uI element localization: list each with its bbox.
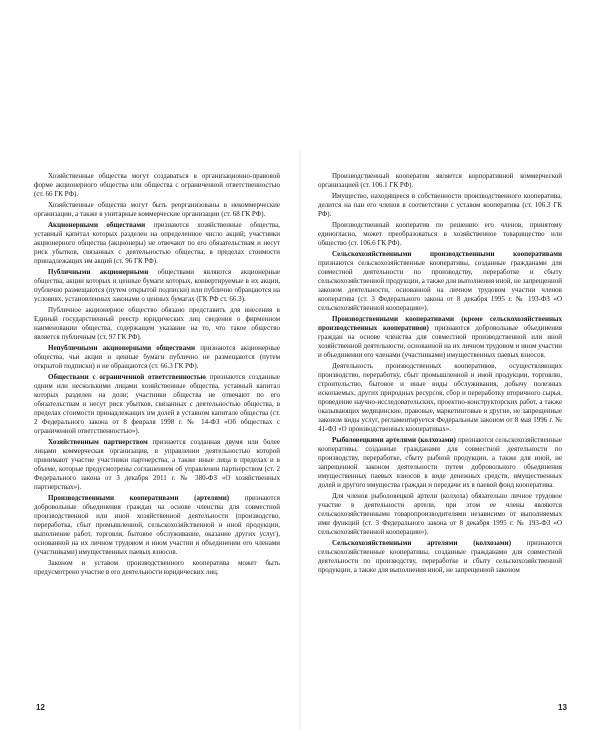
paragraph: Публичными акционерными обществами являются акционерные общества, акции которых и ценные бумаги которых, конвертируемые в их акции, публично размещаются (путем открытой подписки) или публично обращаются на условиях, установленных законами о ценных бумагах (ГК РФ ст. 66.3).: [34, 268, 280, 303]
paragraph: Хозяйственные общества могут быть реорганизованы в некоммерческие организации, а также в унитарные коммерческие организации (ст. 68 ГК РФ).: [34, 201, 280, 218]
paragraph: Акционерными обществами признаются хозяйственные общества, уставный капитал которых разделен на определенное число акций; участники акционерного общества (акционеры) не отвечают по его обязательствам и несут риск убытков, связанных с деятельностью общества, в пределах стоимости принадлежащих им акций (ст. 96 ГК РФ).: [34, 221, 280, 265]
paragraph: Хозяйственным партнерством признается созданная двумя или более лицами коммерческая организация, в управлении деятельностью которой принимают участие участники партнерства, а также иные лица в пределах и в объеме, которые предусмотрены соглашением об управлении партнерством (ст. 2 Федерального закона от 3 декабря 2011 г. № 380-ФЗ «О хозяйственных партнерствах»).: [34, 438, 280, 491]
book-gutter: [298, 150, 302, 730]
paragraph: Производственными кооперативами (артелями) признаются добровольные объединения граждан на основе членства для совместной производственной или иной хозяйственной деятельности (производство, переработка, сбыт промышленной, сельскохозяйственной и иной продукции, выполнение работ, торговля, бытовое обслуживание, оказание других услуг), основанной на их личном трудовом и ином участии и объединении его членами (участниками) имущественных паевых взносов.: [34, 494, 280, 556]
paragraph: Законом и уставом производственного кооператива может быть предусмотрено участие в его деятельности юридических лиц.: [34, 559, 280, 576]
paragraph: Рыболовецкими артелями (колхозами) признаются сельскохозяйственные кооперативы, созданные гражданами для совместной деятельности по производству, переработке, сбыту рыбной продукции, а также для иной, не запрещенной законом деятельности путем добровольного объединения имущественных паевых взносов в виде денежных средств, имущественных долей и другого имущества граждан и передачи их в паевой фонд кооператива.: [318, 436, 562, 489]
paragraph: Непубличными акционерными обществами признаются акционерные общества, чьи акции и ценные бумаги публично не размещаются (путем открытой подписки) и не обращаются (ст. 66.3 ГК РФ).: [34, 344, 280, 370]
paragraph: Обществами с ограниченной ответственностью признаются созданные одним или несколькими лицами хозяйственные общества, уставный капитал которых разделен на доли; участники общества не отвечают по его обязательствам и несут риск убытков, связанных с деятельностью общества, в пределах стоимости принадлежащих им долей в уставном капитале общества (ст. 2 Федерального закона от 8 февраля 1998 г. № 14-ФЗ «Об обществах с ограниченной ответственностью»).: [34, 373, 280, 435]
paragraph: Публичное акционерное общество обязано представить для внесения в Единый государственный реестр юридических лиц сведения о фирменном наименовании общества, содержащем указание на то, что такое общество является публичным (ст. 97 ГК РФ).: [34, 306, 280, 341]
paragraph: Сельскохозяйственными артелями (колхозами) признаются сельскохозяйственные кооперативы, созданные гражданами для совместной деятельности по производству, переработке и сбыту сельскохозяйственной продукции, а также для выполнения иной, не запрещенной законом: [318, 539, 562, 574]
left-page: [34, 172, 280, 579]
paragraph: Производственный кооператив является корпоративной коммерческой организацией (ст. 106.1 ГК РФ).: [318, 172, 562, 189]
paragraph: Производственными кооперативами (кроме сельскохозяйственных производственных кооперативов) признаются добровольные объединения граждан на основе членства для совместной производственной или иной хозяйственной деятельности, основанной на их личном трудовом и ином участии и объединении его членами (участниками) имущественных паевых взносов.: [318, 315, 562, 359]
page-number-right: 13: [558, 703, 567, 712]
paragraph: Хозяйственные общества могут создаваться в организационно-правовой форме акционерного общества или общества с ограниченной ответственностью (ст. 66 ГК РФ).: [34, 172, 280, 198]
paragraph: Производственный кооператив по решению его членов, принятому единогласно, может преобразоваться в хозяйственное товарищество или общество (ст. 106.6 ГК РФ).: [318, 221, 562, 247]
page-number-left: 12: [36, 703, 45, 712]
paragraph: Деятельность производственных кооперативов, осуществляющих производство, переработку, сбыт промышленной и иной продукции, торговлю, строительство, бытовое и иные виды обслуживания, добычу полезных ископаемых, других природных ресурсов, сбор и переработку вторичного сырья, проведение научно-исследовательских, проектно-конструкторских работ, а также оказывающих медицинские, правовые, маркетинговые и другие, не запрещенные законом виды услуг, регламентируется Федеральным законом от 8 мая 1996 г. № 41-ФЗ «О производственных кооперативах».: [318, 362, 562, 433]
right-page: [318, 172, 562, 577]
paragraph: Имущество, находящееся в собственности производственного кооператива, делится на паи его членов в соответствии с уставом кооператива (ст. 106.3 ГК РФ).: [318, 192, 562, 218]
paragraph: Для членов рыболовецкой артели (колхоза) обязательно личное трудовое участие в деятельности артели, при этом ее члены являются сельскохозяйственными товаропроизводителями независимо от выполняемых ими функций (ст. 3 Федерального закона от 8 декабря 1995 г. № 193-ФЗ «О сельскохозяйственной кооперации»).: [318, 492, 562, 536]
paragraph: Сельскохозяйственными производственными кооперативами признаются сельскохозяйственные кооперативы, созданные гражданами для совместной деятельности по производству, переработке и сбыту сельскохозяйственной продукции, а также для выполнения иной, не запрещенной законом деятельности, основанной на личном трудовом участии членов кооператива (ст. 3 Федерального закона от 8 декабря 1995 г. № 193-ФЗ «О сельскохозяйственной кооперации»).: [318, 250, 563, 312]
